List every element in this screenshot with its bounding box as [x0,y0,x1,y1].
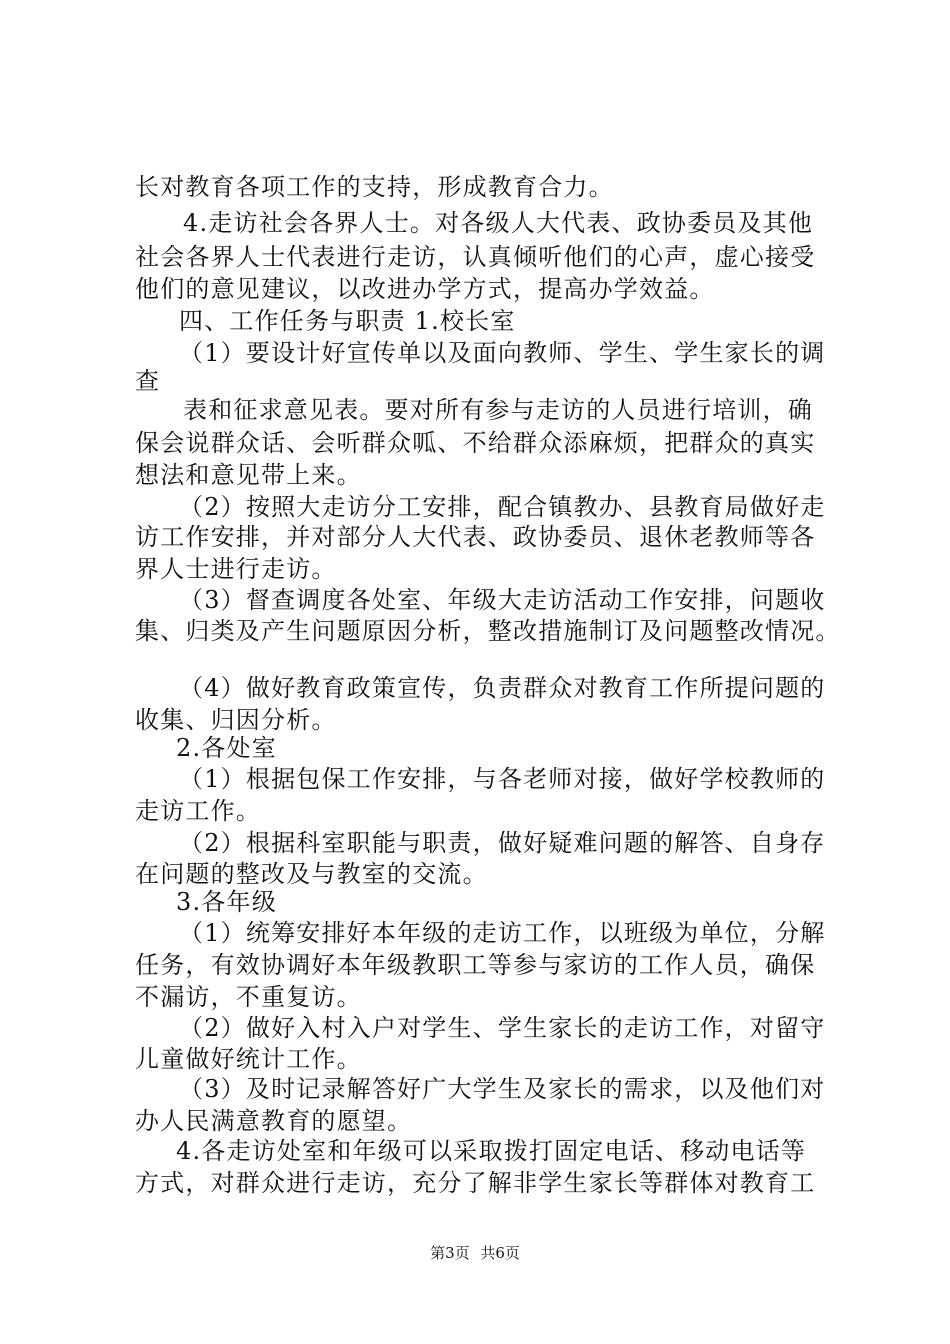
paragraph-line: 他们的意见建议，以改进办学方式，提高办学效益。 [135,275,715,303]
paragraph-line: （1）要设计好宣传单以及面向教师、学生、学生家长的调 [179,339,826,367]
paragraph-line: 走访工作。 [135,797,261,825]
paragraph-line: 社会各界人士代表进行走访，认真倾听他们的心声，虚心接受 [135,243,816,271]
paragraph-line: 想法和意见带上来。 [135,461,362,489]
paragraph-line: （1）统筹安排好本年级的走访工作，以班级为单位，分解 [179,919,826,947]
paragraph-line: 4.走访社会各界人士。对各级人大代表、政协委员及其他 [183,209,814,237]
paragraph-line: 4.各走访处室和年级可以采取拨打固定电话、移动电话等 [176,1137,807,1165]
paragraph-line: （2）做好入村入户对学生、学生家长的走访工作，对留守 [179,1014,826,1042]
paragraph-line: 集、归类及产生问题原因分析，整改措施制订及问题整改情况。 [135,617,841,645]
paragraph-line: （3）督查调度各处室、年级大走访活动工作安排，问题收 [179,586,826,614]
paragraph-line: 表和征求意见表。要对所有参与走访的人员进行培训，确 [183,396,813,424]
paragraph-line: 办人民满意教育的愿望。 [135,1107,413,1135]
paragraph-line: 保会说群众话、会听群众呱、不给群众添麻烦，把群众的真实 [135,429,816,457]
section-heading: 3.各年级 [176,888,277,916]
paragraph-line: （1）根据包保工作安排，与各老师对接，做好学校教师的 [179,765,826,793]
paragraph-line: 收集、归因分析。 [135,706,337,734]
paragraph-line: 长对教育各项工作的支持，形成教育合力。 [135,173,614,201]
page-footer [0,1243,950,1263]
paragraph-line: （4）做好教育政策宣传，负责群众对教育工作所提问题的 [179,674,826,702]
paragraph-line: 查 [135,367,161,395]
page-number: 第3页 [430,1244,470,1262]
paragraph-line: 访工作安排，并对部分人大代表、政协委员、退休老教师等各 [135,523,816,551]
paragraph-line: 在问题的整改及与教室的交流。 [135,860,488,888]
paragraph-line: 任务，有效协调好本年级教职工等参与家访的工作人员，确保 [135,951,816,979]
paragraph-line: 不漏访，不重复访。 [135,983,362,1011]
paragraph-line: （3）及时记录解答好广大学生及家长的需求，以及他们对 [179,1075,826,1103]
paragraph-line: 界人士进行走访。 [135,555,337,583]
section-heading: 四、工作任务与职责 1.校长室 [179,307,516,335]
paragraph-line: （2）根据科室职能与职责，做好疑难问题的解答、自身存 [179,829,826,857]
paragraph-line: 儿童做好统计工作。 [135,1045,362,1073]
paragraph-line: （2）按照大走访分工安排，配合镇教办、县教育局做好走 [179,493,826,521]
page-total: 共6页 [480,1244,520,1262]
paragraph-line: 方式，对群众进行走访，充分了解非学生家长等群体对教育工 [135,1169,816,1197]
section-heading: 2.各处室 [176,734,277,762]
